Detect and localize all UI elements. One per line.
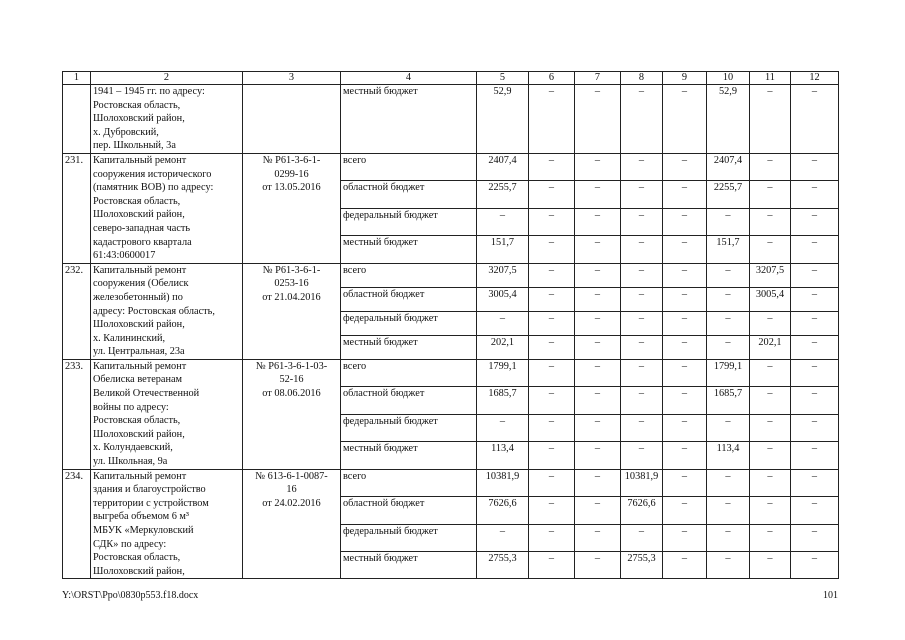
value-cell: –	[663, 311, 707, 335]
value-cell: –	[791, 442, 839, 469]
object-line: Шолоховский район,	[93, 319, 185, 331]
column-header: 10	[707, 72, 750, 85]
value-cell: –	[707, 335, 750, 359]
value-cell: –	[575, 287, 621, 311]
budget-source: областной бюджет	[341, 497, 477, 524]
value-cell: 3207,5	[477, 263, 529, 287]
value-cell: –	[477, 208, 529, 235]
object-line: северо-западная часть	[93, 222, 191, 234]
value-cell: –	[791, 551, 839, 578]
value-cell: –	[791, 311, 839, 335]
object-line: кадастрового квартала	[93, 236, 192, 248]
object-line: Шолоховский район,	[93, 209, 185, 221]
column-header: 1	[63, 72, 91, 85]
budget-source: областной бюджет	[341, 387, 477, 414]
value-cell: –	[791, 335, 839, 359]
object-description	[91, 263, 243, 359]
table-row	[63, 359, 839, 386]
permit-line: от 21.04.2016	[262, 291, 321, 303]
value-cell: –	[707, 414, 750, 441]
value-cell: –	[750, 469, 791, 496]
budget-source: местный бюджет	[341, 442, 477, 469]
value-cell: 202,1	[477, 335, 529, 359]
budget-source: федеральный бюджет	[341, 414, 477, 441]
value-cell: –	[663, 153, 707, 180]
permit-line: 0253-16	[274, 278, 309, 290]
value-cell: –	[663, 551, 707, 578]
object-line: здания и благоустройство	[93, 484, 206, 496]
value-cell: –	[707, 208, 750, 235]
object-line: Ростовская область,	[93, 195, 181, 207]
permit-line: от 24.02.2016	[262, 497, 321, 509]
value-cell: –	[791, 469, 839, 496]
column-header: 2	[91, 72, 243, 85]
value-cell: –	[791, 263, 839, 287]
value-cell: –	[663, 442, 707, 469]
value-cell: –	[621, 387, 663, 414]
value-cell: –	[707, 469, 750, 496]
value-cell: 7626,6	[621, 497, 663, 524]
value-cell: 2407,4	[707, 153, 750, 180]
value-cell: –	[791, 387, 839, 414]
value-cell: –	[621, 263, 663, 287]
value-cell: 2755,3	[477, 551, 529, 578]
object-line: Капитальный ремонт	[93, 470, 187, 482]
value-cell: –	[707, 311, 750, 335]
object-description	[91, 469, 243, 579]
value-cell: –	[575, 359, 621, 386]
value-cell: –	[663, 387, 707, 414]
object-line: Ростовская область,	[93, 99, 181, 111]
value-cell: 3005,4	[750, 287, 791, 311]
object-description	[91, 359, 243, 469]
value-cell: –	[529, 153, 575, 180]
value-cell: –	[529, 208, 575, 235]
value-cell: –	[707, 287, 750, 311]
value-cell: –	[575, 208, 621, 235]
object-line: Шолоховский район,	[93, 113, 185, 125]
row-number: 233.	[63, 359, 91, 469]
object-line: выгреба объемом 6 м³	[93, 511, 190, 523]
value-cell: –	[529, 359, 575, 386]
budget-source: областной бюджет	[341, 181, 477, 208]
object-line: Капитальный ремонт	[93, 264, 187, 276]
value-cell: –	[621, 85, 663, 154]
value-cell: –	[750, 208, 791, 235]
value-cell: –	[791, 414, 839, 441]
object-line: Капитальный ремонт	[93, 360, 187, 372]
value-cell: 2755,3	[621, 551, 663, 578]
value-cell: –	[750, 359, 791, 386]
value-cell: –	[621, 359, 663, 386]
object-line: Капитальный ремонт	[93, 154, 187, 166]
value-cell: –	[575, 551, 621, 578]
value-cell: –	[791, 181, 839, 208]
object-line: сооружения (Обелиск	[93, 278, 189, 290]
value-cell: –	[791, 153, 839, 180]
column-header: 4	[341, 72, 477, 85]
permit-doc	[243, 359, 341, 469]
budget-source: местный бюджет	[341, 335, 477, 359]
value-cell: –	[707, 551, 750, 578]
value-cell: –	[529, 524, 575, 551]
column-header: 7	[575, 72, 621, 85]
value-cell: –	[529, 335, 575, 359]
value-cell: –	[529, 469, 575, 496]
column-header: 9	[663, 72, 707, 85]
value-cell: –	[621, 287, 663, 311]
object-line: 61:43:0600017	[93, 250, 156, 262]
object-line: Великой Отечественной	[93, 388, 200, 400]
value-cell: –	[791, 287, 839, 311]
budget-source: местный бюджет	[341, 85, 477, 154]
column-header: 8	[621, 72, 663, 85]
value-cell: –	[575, 469, 621, 496]
permit-doc	[243, 469, 341, 579]
value-cell: 1799,1	[707, 359, 750, 386]
value-cell: –	[477, 414, 529, 441]
value-cell: –	[663, 359, 707, 386]
value-cell: 2407,4	[477, 153, 529, 180]
value-cell: 7626,6	[477, 497, 529, 524]
budget-source: местный бюджет	[341, 236, 477, 263]
value-cell: –	[621, 181, 663, 208]
object-line: ул. Центральная, 23а	[93, 346, 185, 358]
budget-source: областной бюджет	[341, 287, 477, 311]
row-number: 234.	[63, 469, 91, 579]
value-cell: –	[621, 442, 663, 469]
permit-line: от 08.06.2016	[262, 388, 321, 400]
value-cell: –	[477, 311, 529, 335]
value-cell: –	[575, 311, 621, 335]
value-cell: –	[663, 287, 707, 311]
value-cell: 1685,7	[477, 387, 529, 414]
value-cell: –	[575, 414, 621, 441]
permit-doc	[243, 153, 341, 263]
value-cell: –	[791, 524, 839, 551]
value-cell: –	[791, 497, 839, 524]
value-cell: 113,4	[707, 442, 750, 469]
value-cell: –	[529, 263, 575, 287]
value-cell: 113,4	[477, 442, 529, 469]
budget-source: федеральный бюджет	[341, 311, 477, 335]
object-line: пер. Школьный, 3а	[93, 140, 176, 152]
permit-line: № 613-6-1-0087-	[255, 470, 328, 482]
value-cell: –	[575, 153, 621, 180]
value-cell: 10381,9	[477, 469, 529, 496]
value-cell: –	[750, 414, 791, 441]
value-cell: –	[575, 335, 621, 359]
row-number	[63, 85, 91, 154]
object-line: х. Колундаевский,	[93, 442, 173, 454]
budget-source: федеральный бюджет	[341, 524, 477, 551]
column-header: 3	[243, 72, 341, 85]
page-number: 101	[823, 590, 838, 601]
value-cell: –	[750, 497, 791, 524]
column-header: 12	[791, 72, 839, 85]
object-description	[91, 153, 243, 263]
budget-table	[62, 71, 839, 579]
value-cell: –	[529, 497, 575, 524]
value-cell: 3207,5	[750, 263, 791, 287]
value-cell: –	[707, 524, 750, 551]
table-row	[63, 263, 839, 287]
value-cell: –	[621, 208, 663, 235]
value-cell: –	[477, 524, 529, 551]
table-row	[63, 85, 839, 154]
object-line: сооружения исторического	[93, 168, 212, 180]
object-line: МБУК «Меркуловский	[93, 525, 194, 536]
value-cell: –	[663, 181, 707, 208]
value-cell: –	[663, 469, 707, 496]
file-path: Y:\ORST\Ppo\0830p553.f18.docx	[62, 590, 199, 601]
budget-source: местный бюджет	[341, 551, 477, 578]
value-cell: –	[529, 551, 575, 578]
header-row	[63, 72, 839, 85]
value-cell: –	[707, 497, 750, 524]
value-cell: –	[575, 181, 621, 208]
value-cell: 10381,9	[621, 469, 663, 496]
value-cell: –	[791, 208, 839, 235]
budget-source: федеральный бюджет	[341, 208, 477, 235]
value-cell: –	[621, 311, 663, 335]
column-header: 6	[529, 72, 575, 85]
object-line: войны по адресу:	[93, 401, 169, 413]
permit-line: 52-16	[279, 374, 304, 386]
column-header: 5	[477, 72, 529, 85]
value-cell: –	[575, 497, 621, 524]
value-cell: –	[750, 551, 791, 578]
value-cell: –	[621, 414, 663, 441]
object-line: адресу: Ростовская область,	[93, 305, 215, 317]
value-cell: –	[529, 442, 575, 469]
value-cell: –	[750, 181, 791, 208]
value-cell: –	[663, 414, 707, 441]
value-cell: –	[663, 236, 707, 263]
value-cell: –	[750, 153, 791, 180]
object-line: Ростовская область,	[93, 552, 181, 564]
table-row	[63, 153, 839, 180]
value-cell: 52,9	[477, 85, 529, 154]
value-cell: –	[707, 263, 750, 287]
value-cell: 2255,7	[707, 181, 750, 208]
value-cell: –	[750, 524, 791, 551]
value-cell: 52,9	[707, 85, 750, 154]
permit-line: от 13.05.2016	[262, 182, 321, 194]
row-number: 231.	[63, 153, 91, 263]
value-cell: –	[529, 236, 575, 263]
value-cell: –	[663, 85, 707, 154]
value-cell: –	[621, 335, 663, 359]
value-cell: –	[621, 153, 663, 180]
value-cell: –	[621, 236, 663, 263]
permit-line: № Р61-3-6-1-	[262, 264, 321, 276]
object-line: СДК» по адресу:	[93, 538, 167, 550]
object-line: железобетонный) по	[93, 291, 183, 303]
value-cell: 1799,1	[477, 359, 529, 386]
object-line: территории с устройством	[93, 497, 209, 509]
value-cell: –	[575, 236, 621, 263]
value-cell: 2255,7	[477, 181, 529, 208]
budget-source: всего	[341, 359, 477, 386]
value-cell: 3005,4	[477, 287, 529, 311]
value-cell: 151,7	[707, 236, 750, 263]
value-cell: –	[750, 442, 791, 469]
value-cell: 151,7	[477, 236, 529, 263]
value-cell: –	[529, 287, 575, 311]
value-cell: –	[529, 387, 575, 414]
value-cell: –	[529, 181, 575, 208]
budget-source: всего	[341, 469, 477, 496]
value-cell: –	[575, 442, 621, 469]
permit-line: № Р61-3-6-1-03-	[255, 360, 328, 372]
object-description	[91, 85, 243, 154]
row-number: 232.	[63, 263, 91, 359]
value-cell: –	[750, 85, 791, 154]
object-line: (памятник ВОВ) по адресу:	[93, 182, 214, 194]
value-cell: –	[791, 85, 839, 154]
value-cell: –	[663, 335, 707, 359]
permit-line: 0299-16	[274, 168, 309, 180]
object-line: Обелиска ветеранам	[93, 374, 183, 386]
object-line: 1941 – 1945 гг. по адресу:	[93, 86, 205, 97]
object-line: Ростовская область,	[93, 415, 181, 427]
budget-source: всего	[341, 263, 477, 287]
value-cell: –	[663, 524, 707, 551]
object-line: х. Дубровский,	[93, 126, 159, 138]
column-header: 11	[750, 72, 791, 85]
value-cell: –	[663, 208, 707, 235]
permit-doc	[243, 85, 341, 154]
table-row	[63, 469, 839, 496]
value-cell: –	[663, 497, 707, 524]
object-line: ул. Школьная, 9а	[93, 456, 168, 468]
value-cell: –	[575, 263, 621, 287]
permit-doc	[243, 263, 341, 359]
value-cell: –	[575, 85, 621, 154]
value-cell: –	[529, 85, 575, 154]
value-cell: 1685,7	[707, 387, 750, 414]
object-line: Шолоховский район,	[93, 428, 185, 440]
value-cell: –	[750, 311, 791, 335]
permit-line: 16	[286, 484, 297, 496]
value-cell: –	[750, 387, 791, 414]
value-cell: –	[750, 236, 791, 263]
value-cell: –	[791, 359, 839, 386]
value-cell: –	[663, 263, 707, 287]
object-line: х. Калининский,	[93, 332, 166, 344]
value-cell: –	[621, 524, 663, 551]
value-cell: –	[575, 524, 621, 551]
budget-source: всего	[341, 153, 477, 180]
value-cell: 202,1	[750, 335, 791, 359]
value-cell: –	[575, 387, 621, 414]
object-line: Шолоховский район,	[93, 565, 185, 577]
value-cell: –	[529, 414, 575, 441]
permit-line: № Р61-3-6-1-	[262, 154, 321, 166]
value-cell: –	[529, 311, 575, 335]
value-cell: –	[791, 236, 839, 263]
